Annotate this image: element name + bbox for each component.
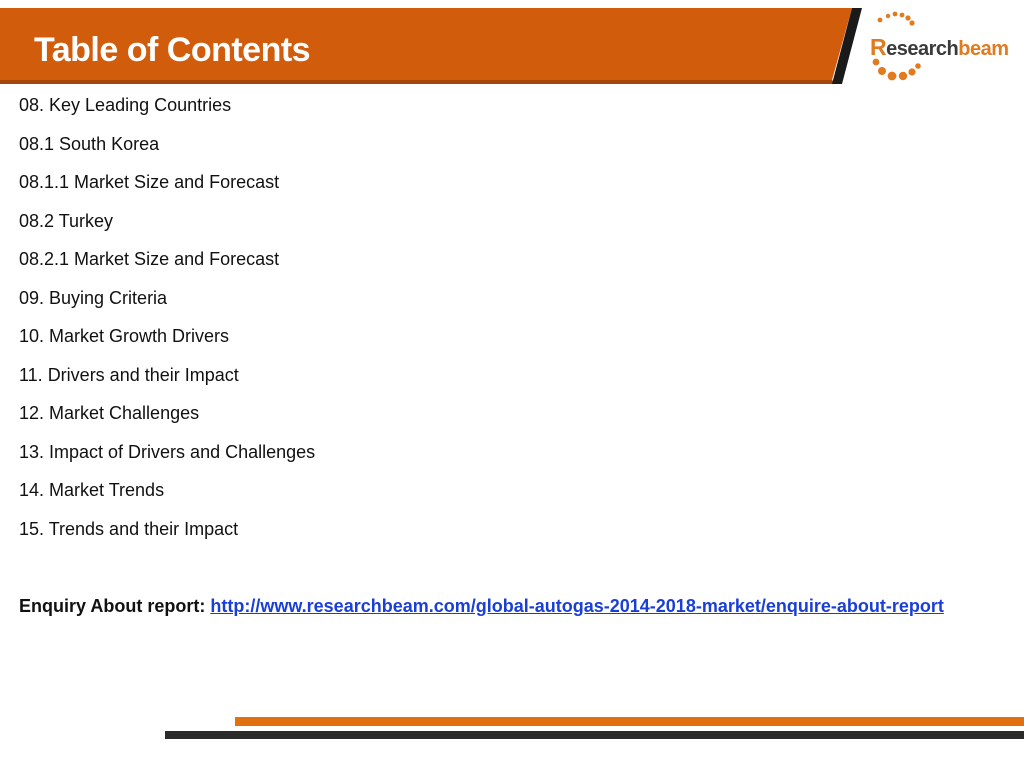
enquiry-label: Enquiry About report: (19, 596, 206, 616)
enquiry-link[interactable]: http://www.researchbeam.com/global-autogas-2014-2018-market/enquire-about-report (210, 596, 944, 616)
page-title: Table of Contents (34, 31, 311, 69)
toc-item: 08.1 South Korea (19, 133, 160, 154)
toc-item: 08.2.1 Market Size and Forecast (19, 249, 280, 269)
toc-item: 15. Trends and their Impact (19, 518, 239, 539)
toc-item: 11. Drivers and their Impact (19, 364, 239, 385)
toc-list (19, 86, 315, 548)
toc-item: 08.1.1 Market Size and Forecast (19, 172, 280, 192)
researchbeam-logo (868, 10, 1018, 86)
footer-orange-bar (235, 717, 1024, 726)
toc-item: 09. Buying Criteria (19, 287, 168, 308)
toc-item: 08. Key Leading Countries (19, 95, 232, 115)
toc-item: 13. Impact of Drivers and Challenges (19, 441, 316, 462)
toc-item: 10. Market Growth Drivers (19, 326, 230, 346)
logo-wordmark (870, 34, 1009, 61)
logo-letter-r: R (870, 34, 887, 60)
logo-text-beam: beam (958, 38, 1009, 60)
footer-dark-bar (165, 731, 1024, 739)
toc-item: 14. Market Trends (19, 480, 165, 500)
toc-item: 12. Market Challenges (19, 403, 200, 423)
toc-item: 08.2 Turkey (19, 210, 114, 231)
enquiry-line (19, 587, 979, 626)
logo-text-research: esearch (886, 38, 959, 60)
